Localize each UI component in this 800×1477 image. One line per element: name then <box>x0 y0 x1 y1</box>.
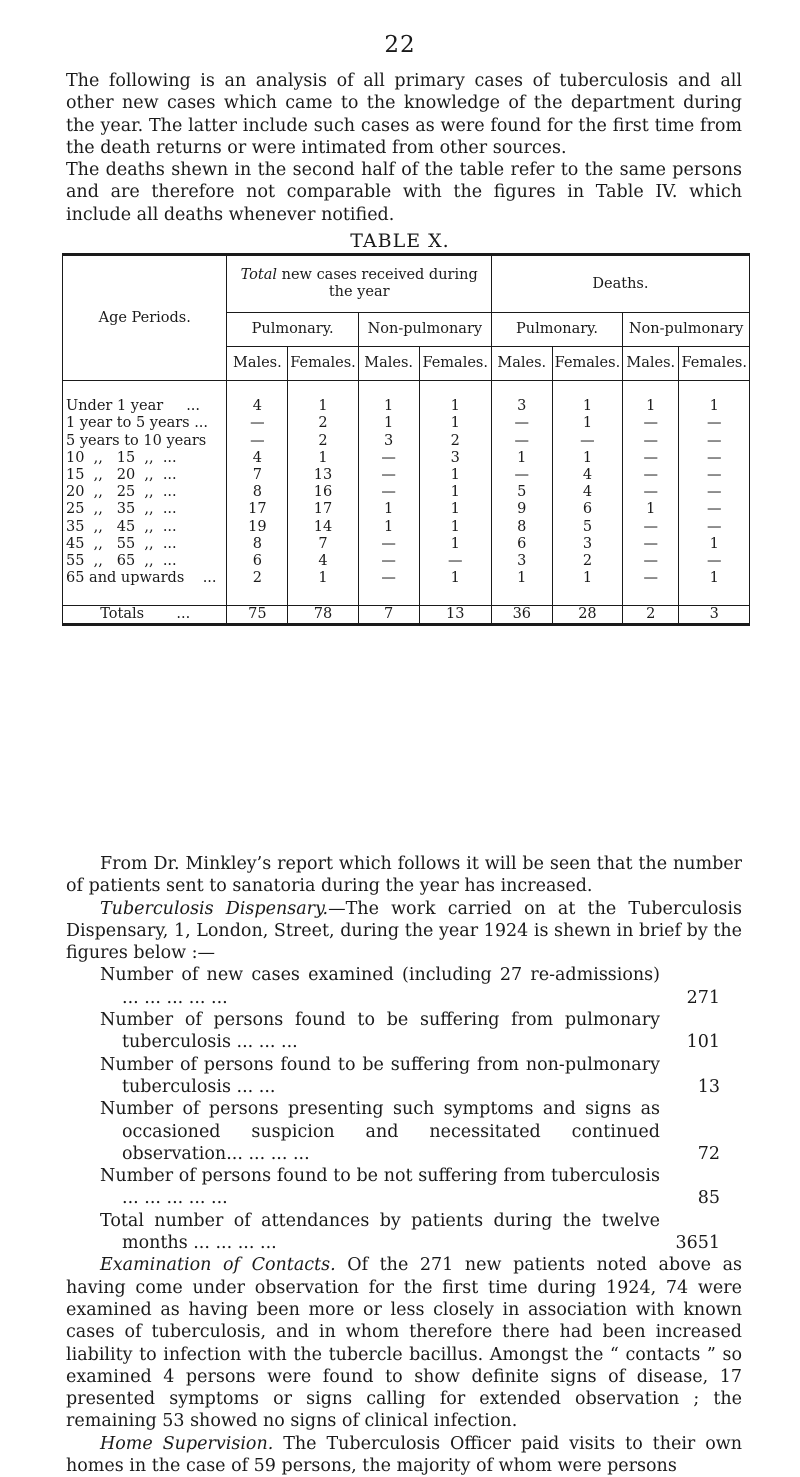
totals-cell: 3 <box>679 605 750 624</box>
dispensary-paragraph <box>66 898 742 965</box>
table-cell: 2 <box>552 553 623 570</box>
table-cell: 19 <box>227 519 288 536</box>
dispensary-figures <box>100 964 720 1254</box>
table-row <box>63 553 750 570</box>
table-cell: 1 <box>288 450 359 467</box>
table-cell: — <box>358 484 419 501</box>
age-period-cell: 55 ,, 65 ,, ... <box>63 553 227 570</box>
figure-label: Number of persons found to be not suffering from tuberculosis ... ... ... ... ... <box>100 1166 660 1209</box>
table-cell: 1 <box>623 501 679 518</box>
females-header: Females. <box>288 347 359 381</box>
figure-item <box>100 964 720 1009</box>
table-cell: 1 <box>491 450 552 467</box>
table-cell: 6 <box>552 501 623 518</box>
table-cell: 3 <box>358 433 419 450</box>
totals-cell: 78 <box>288 605 359 624</box>
table-cell: 1 <box>552 570 623 587</box>
table-cell: 1 <box>288 398 359 415</box>
figure-value: 13 <box>697 1076 720 1097</box>
table-cell: 17 <box>227 501 288 518</box>
table-cell: 7 <box>227 467 288 484</box>
table-cell: 2 <box>288 415 359 432</box>
age-period-cell: 1 year to 5 years ... <box>63 415 227 432</box>
cases-group-header <box>227 255 491 313</box>
table-cell: — <box>491 467 552 484</box>
table-cell: — <box>679 553 750 570</box>
table-cell: — <box>358 467 419 484</box>
table-cell: 1 <box>288 570 359 587</box>
table-cell: 14 <box>288 519 359 536</box>
spacer-row <box>63 381 750 399</box>
males-header: Males. <box>491 347 552 381</box>
figure-label: Total number of attendances by patients during the twelve months ... ... ... ... <box>100 1210 660 1254</box>
table-cell: 7 <box>288 536 359 553</box>
dispensary-heading: Tuberculosis Dispensary. <box>100 898 329 919</box>
figure-item <box>100 1009 720 1054</box>
table-cell: — <box>227 433 288 450</box>
deaths-pulmonary-header: Pulmonary. <box>491 313 622 347</box>
intro-paragraph-2: The deaths shewn in the second half of the table refer to the same persons and are therefore not comparable with the figures in Table IV. which include all deaths whenever notified. <box>66 160 742 225</box>
table-cell: 1 <box>419 467 491 484</box>
page-number: 22 <box>384 32 416 58</box>
table-row <box>63 415 750 432</box>
table-cell: — <box>623 519 679 536</box>
totals-cell: 36 <box>491 605 552 624</box>
contacts-paragraph <box>66 1254 742 1432</box>
table-cell: 16 <box>288 484 359 501</box>
cases-pulmonary-header: Pulmonary. <box>227 313 358 347</box>
table-cell: 9 <box>491 501 552 518</box>
table-cell: 4 <box>227 398 288 415</box>
body-text <box>66 853 742 1477</box>
table-cell: 6 <box>491 536 552 553</box>
males-header: Males. <box>227 347 288 381</box>
age-periods-header: Age Periods. <box>63 255 227 381</box>
table-cell: — <box>623 467 679 484</box>
home-supervision-heading: Home Supervision. <box>100 1433 274 1454</box>
home-supervision-paragraph <box>66 1433 742 1477</box>
table-cell: 2 <box>227 570 288 587</box>
table-cell: — <box>623 433 679 450</box>
table-cell: — <box>679 450 750 467</box>
totals-cell: 75 <box>227 605 288 624</box>
spacer-row <box>63 587 750 605</box>
cases-header-total: Total <box>240 267 278 283</box>
table-row <box>63 536 750 553</box>
males-header: Males. <box>358 347 419 381</box>
table-cell: 1 <box>419 501 491 518</box>
females-header: Females. <box>419 347 491 381</box>
table-cell: 3 <box>552 536 623 553</box>
table-cell: — <box>358 553 419 570</box>
figure-value: 3651 <box>675 1233 720 1254</box>
table-cell: 1 <box>679 536 750 553</box>
table-cell: 1 <box>419 415 491 432</box>
females-header: Females. <box>679 347 750 381</box>
table-title: TABLE X. <box>350 230 450 252</box>
table-cell: — <box>623 536 679 553</box>
table-cell: 1 <box>679 398 750 415</box>
table-cell: 8 <box>227 536 288 553</box>
table-cell: — <box>552 433 623 450</box>
table-cell: — <box>679 501 750 518</box>
table-cell: 1 <box>419 398 491 415</box>
table-cell: 1 <box>419 484 491 501</box>
age-period-cell: 20 ,, 25 ,, ... <box>63 484 227 501</box>
age-period-cell: Under 1 year ... <box>63 398 227 415</box>
table-row <box>63 501 750 518</box>
table-cell: 8 <box>227 484 288 501</box>
figure-value: 85 <box>697 1188 720 1209</box>
totals-cell: 13 <box>419 605 491 624</box>
dispensary-text: —The work carried on at the Tuberculosis Dispensary, 1, London, Street, during the year 1924 is shewn in brief by the figures below :— <box>66 898 742 964</box>
table-cell: 1 <box>679 570 750 587</box>
table-cell: 1 <box>358 415 419 432</box>
table-cell: 17 <box>288 501 359 518</box>
table-row <box>63 433 750 450</box>
age-period-cell: 65 and upwards ... <box>63 570 227 587</box>
table-cell: 2 <box>419 433 491 450</box>
deaths-group-header: Deaths. <box>491 255 749 313</box>
totals-label: Totals ... <box>63 605 227 624</box>
table-row <box>63 467 750 484</box>
table-cell: 3 <box>491 553 552 570</box>
table-cell: — <box>679 433 750 450</box>
table-row <box>63 519 750 536</box>
table-cell: 1 <box>552 450 623 467</box>
figure-item <box>100 1210 720 1255</box>
table-cell: — <box>358 536 419 553</box>
table-cell: 4 <box>552 484 623 501</box>
table-cell: 3 <box>419 450 491 467</box>
table-cell: 3 <box>491 398 552 415</box>
home-supervision-text: The Tuberculosis Officer paid visits to their own homes in the case of 59 persons, the majority of whom were persons <box>66 1433 742 1477</box>
table-cell: — <box>358 570 419 587</box>
figure-value: 271 <box>686 987 720 1008</box>
table-cell: 1 <box>358 519 419 536</box>
age-period-cell: 15 ,, 20 ,, ... <box>63 467 227 484</box>
table-cell: 1 <box>623 398 679 415</box>
table-cell: — <box>679 484 750 501</box>
table-row <box>63 398 750 415</box>
totals-cell: 7 <box>358 605 419 624</box>
table-cell: 8 <box>491 519 552 536</box>
deaths-non-pulmonary-header: Non-pulmonary <box>623 313 750 347</box>
table-cell: 1 <box>358 398 419 415</box>
table-cell: — <box>623 415 679 432</box>
table-cell: 4 <box>552 467 623 484</box>
males-header: Males. <box>623 347 679 381</box>
age-period-cell: 25 ,, 35 ,, ... <box>63 501 227 518</box>
age-period-cell: 10 ,, 15 ,, ... <box>63 450 227 467</box>
age-period-cell: 45 ,, 55 ,, ... <box>63 536 227 553</box>
age-period-cell: 5 years to 10 years <box>63 433 227 450</box>
table-cell: — <box>623 484 679 501</box>
table-cell: 1 <box>552 415 623 432</box>
figure-value: 101 <box>686 1032 720 1053</box>
table-cell: 4 <box>227 450 288 467</box>
contacts-heading: Examination of Contacts. <box>100 1255 336 1276</box>
table-row <box>63 450 750 467</box>
tuberculosis-table <box>62 253 750 626</box>
table-cell: 13 <box>288 467 359 484</box>
table-cell: 5 <box>552 519 623 536</box>
table-body <box>63 381 750 606</box>
table-cell: 1 <box>552 398 623 415</box>
figure-item <box>100 1054 720 1099</box>
table-cell: — <box>623 450 679 467</box>
table-cell: 1 <box>419 536 491 553</box>
figure-value: 72 <box>697 1143 720 1164</box>
table-cell: — <box>623 570 679 587</box>
figure-label: Number of persons presenting such symptoms and signs as occasioned suspicion and necessitated continued observation... ... ... ... <box>100 1099 660 1164</box>
figure-label: Number of new cases examined (including 27 re-admissions) ... ... ... ... ... <box>100 965 660 1008</box>
figure-label: Number of persons found to be suffering from pulmonary tuberculosis ... ... ... <box>100 1010 660 1053</box>
table-cell: 4 <box>288 553 359 570</box>
sanatoria-paragraph: From Dr. Minkley’s report which follows it will be seen that the number of patients sent to sanatoria during the year has increased. <box>66 854 742 897</box>
cases-header-rest: new cases received during the year <box>277 267 478 300</box>
females-header: Females. <box>552 347 623 381</box>
table-cell: — <box>679 467 750 484</box>
table-cell: — <box>358 450 419 467</box>
table-row <box>63 570 750 587</box>
table-cell: 1 <box>491 570 552 587</box>
figure-label: Number of persons found to be suffering from non-pulmonary tuberculosis ... ... <box>100 1054 660 1097</box>
intro-text <box>66 70 742 226</box>
table-row <box>63 484 750 501</box>
table-cell: — <box>679 415 750 432</box>
table-cell: — <box>679 519 750 536</box>
intro-paragraph-1: The following is an analysis of all primary cases of tuberculosis and all other new cases which came to the knowledge of the department during the year. The latter include such cases as were found for the first time from the death returns or were intimated from other sources. <box>66 71 742 158</box>
cases-non-pulmonary-header: Non-pulmonary <box>358 313 491 347</box>
table-cell: 2 <box>288 433 359 450</box>
table-cell: — <box>491 415 552 432</box>
table-cell: 5 <box>491 484 552 501</box>
totals-row <box>63 605 750 624</box>
table-cell: — <box>623 553 679 570</box>
table-cell: — <box>491 433 552 450</box>
table-cell: 1 <box>358 501 419 518</box>
figure-item <box>100 1098 720 1165</box>
figure-item <box>100 1165 720 1210</box>
contacts-text: Of the 271 new patients noted above as having come under observation for the first time during 1924, 74 were examined as having been more or less closely in association with known cases of tuberculosis, and in whom therefore there had been increased liability to infection with the tubercle bacillus. Amongst the “ contacts ” so examined 4 persons were found to show definite signs of disease, 17 presented symptoms or signs calling for extended observation ; the remaining 53 showed no signs of clinical infection. <box>66 1255 742 1432</box>
totals-cell: 2 <box>623 605 679 624</box>
age-period-cell: 35 ,, 45 ,, ... <box>63 519 227 536</box>
totals-cell: 28 <box>552 605 623 624</box>
table-cell: — <box>419 553 491 570</box>
table-cell: 1 <box>419 519 491 536</box>
table-cell: — <box>227 415 288 432</box>
table-cell: 1 <box>419 570 491 587</box>
table-cell: 6 <box>227 553 288 570</box>
